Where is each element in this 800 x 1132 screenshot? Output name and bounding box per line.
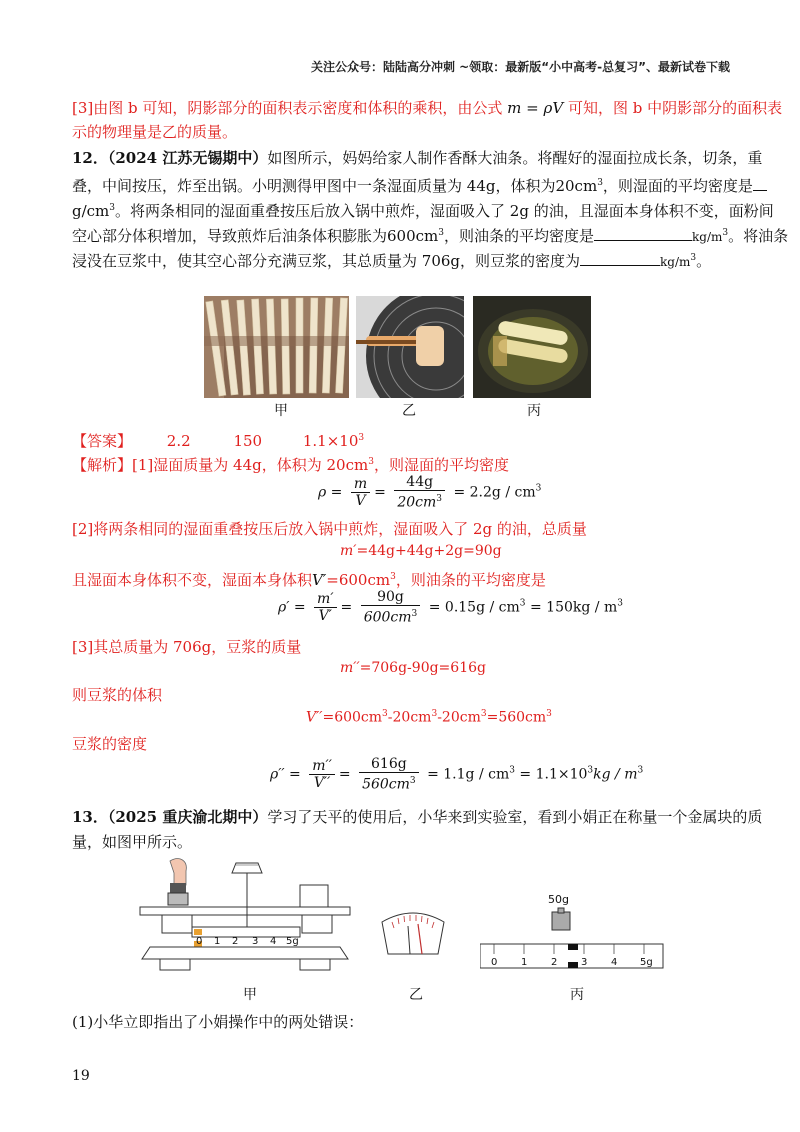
ruler-tick-1: 1 [521, 957, 528, 968]
ruler-tick-2: 2 [551, 957, 558, 968]
q12-text-2b: ，则湿面的平均密度是 [602, 177, 753, 195]
caption-yi: 乙 [402, 403, 416, 419]
q12-unit-2: kg/m [692, 230, 723, 244]
scale-tick-3: 3 [252, 936, 259, 947]
q13-source: （2025 重庆渝北期中） [107, 808, 268, 826]
eq2-rhs: =44g+44g+2g=90g [356, 543, 502, 559]
q12-text-2a: 叠，中间按压，炸至出锅。小明测得甲图中一条湿面质量为 44g，体积为 [72, 177, 556, 195]
q13-line-1 [72, 806, 762, 828]
analysis-step-1: [1]湿面质量为 44g，体积为 20cm [132, 456, 369, 474]
eq5-d: =560cm [486, 709, 547, 726]
q12-number: 12． [72, 149, 108, 167]
pointer-dial [378, 908, 448, 962]
eq5-a: =600cm [322, 709, 383, 726]
analysis-step-3v: V′ [312, 571, 327, 589]
answer-blank-2[interactable] [594, 226, 692, 241]
eq3-rhs2: = 150kg / m [529, 599, 618, 616]
weight-label: 50g [548, 893, 569, 906]
analysis-line-5: 则豆浆的体积 [72, 686, 163, 704]
q12-text-3: 。将两条相同的湿面重叠按压后放入锅中煎炸，湿面吸入了 2g 的油，且湿面本身体积不变，面粉间 [115, 202, 774, 220]
q13-text-1: 学习了天平的使用后，小华来到实验室，看到小娟正在称量一个金属块的质 [267, 808, 763, 826]
answer-blank-1[interactable] [753, 176, 767, 191]
q12-text-4c: 。将油条 [728, 227, 789, 245]
analysis-step-3c: ，则油条的平均密度是 [395, 571, 546, 589]
analysis-line-6: 豆浆的密度 [72, 735, 148, 753]
answer-value-1: 2.2 [166, 432, 191, 450]
analysis-label: 【解析】 [72, 456, 133, 474]
equation-2 [340, 543, 502, 559]
eq2-lhs: m′ [340, 543, 357, 559]
equation-6: ρ′′ = $\frac{m''}{V''}$ = $\frac{616g}{560cm^3}$ = $1.1g / cm^3 = 1.1\times 10^3kg / m^3$ [270, 756, 644, 793]
q13-number: 13． [72, 808, 108, 826]
analysis-line-2: [2]将两条相同的湿面重叠按压后放入锅中煎炸，湿面吸入了 2g 的油，总质量 [72, 520, 587, 538]
answer-line: 【答案】 2.2 150 $1.1\times 10^3$ [72, 432, 365, 450]
q13-line-2: 量，如图甲所示。 [72, 833, 193, 851]
eq3-num2: 90g [361, 589, 421, 606]
eq6-rhs3: kg / m [593, 766, 638, 783]
scale-tick-0: 0 [196, 936, 203, 947]
eq3-den2: 600cm [363, 609, 412, 626]
answer-blank-3[interactable] [580, 251, 660, 266]
q12-vol-2: 600cm [387, 227, 439, 245]
eq1-den2: 20cm [397, 494, 437, 511]
eq6-num1: m′′ [309, 758, 335, 775]
page-header: 关注公众号：陆陆高分冲刺 ~领取：最新版“小中高考-总复习”、最新试卷下载 [311, 60, 730, 74]
eq3-lhs: ρ′ = [278, 599, 306, 616]
q12-line-2: 叠，中间按压，炸至出锅。小明测得甲图中一条湿面质量为 44g，体积为$20cm^3$，则湿面的平均密度是 [72, 172, 767, 197]
eq6-rhs: = 1.1g / cm [427, 766, 510, 783]
prev-text-b: 可知，图 b 中阴影部分的面积表 [567, 99, 783, 117]
eq4-rhs: =706g-90g=616g [359, 660, 486, 676]
q13-caption-bing: 丙 [570, 987, 584, 1003]
analysis-line-4: [3]其总质量为 706g，豆浆的质量 [72, 638, 302, 656]
equation-1: ρ = $\frac{m}{V}$ = $\frac{44g}{20cm^3}$ = $2.2g / cm^3$ [318, 474, 542, 511]
equation-5: $V''=600cm^3-20cm^3-20cm^3=560cm^3$ [306, 709, 552, 726]
equation-4 [340, 660, 486, 676]
q12-text-4b: ，则油条的平均密度是 [444, 227, 595, 245]
ruler-tick-3: 3 [581, 957, 588, 968]
eq1-num1: m [351, 476, 370, 493]
balance-figure [130, 855, 360, 984]
scale-tick-4: 4 [270, 936, 277, 947]
eq1-rhs: = 2.2g / cm [453, 484, 536, 501]
photo-dough-pressing [356, 296, 464, 398]
caption-jia: 甲 [274, 403, 288, 419]
eq6-den1: V′′ [313, 774, 331, 791]
ruler-figure [480, 906, 665, 978]
analysis-line-1: 【解析】[1]湿面质量为 44g，体积为 $20cm^3$，则湿面的平均密度 [72, 456, 509, 474]
q12-text-5a: 浸没在豆浆中，使其空心部分充满豆浆，其总质量为 706g，则豆浆的密度为 [72, 252, 581, 270]
answer-value-2: 150 [233, 432, 263, 450]
scale-tick-2: 2 [232, 936, 239, 947]
analysis-line-3: 且湿面本身体积不变，湿面本身体积$V'=600cm^3$，则油条的平均密度是 [72, 571, 546, 589]
analysis-step-1b: ，则湿面的平均密度 [373, 456, 509, 474]
q12-text-5c: 。 [696, 252, 712, 270]
q12-source: （2024 江苏无锡期中） [107, 149, 268, 167]
eq4-lhs: m′′ [340, 660, 360, 676]
q12-unit-1: g/cm [72, 202, 110, 220]
q12-unit-3: kg/m [660, 255, 691, 269]
eq5-lhs: V′′ [306, 709, 323, 726]
page-number: 19 [72, 1068, 90, 1084]
photo-fried-dough [473, 296, 591, 398]
answer-label: 【答案】 [72, 432, 133, 450]
q12-line-1 [72, 147, 762, 169]
prev-formula: m = ρV [507, 99, 564, 117]
answer-value-3: 1.1×10 [302, 432, 359, 450]
q12-text-4a: 空心部分体积增加，导致煎炸后油条体积膨胀为 [72, 227, 388, 245]
q12-line-5: 浸没在豆浆中，使其空心部分充满豆浆，其总质量为 706g，则豆浆的密度为 $kg/m^3$。 [72, 252, 712, 270]
q12-line-3: $g/cm^3$。将两条相同的湿面重叠按压后放入锅中煎炸，湿面吸入了 2g 的油，且湿面本身体积不变，面粉间 [72, 202, 774, 220]
eq6-num2: 616g [359, 756, 419, 773]
analysis-step-3b: =600cm [326, 571, 391, 589]
equation-3: ρ′ = $\frac{m'}{V'}$ = $\frac{90g}{600cm^3}$ = $0.15g / cm^3 = 150kg / m^3$ [278, 589, 623, 626]
prev-text-a: [3]由图 b 可知，阴影部分的面积表示密度和体积的乘积，由公式 [72, 99, 503, 117]
eq6-rhs2: = 1.1×10 [519, 766, 588, 783]
eq5-c: -20cm [437, 709, 481, 726]
eq3-num1: m′ [314, 591, 336, 608]
q13-caption-yi: 乙 [409, 987, 423, 1003]
q13-subquestion-1: (1)小华立即指出了小娟操作中的两处错误： [72, 1013, 364, 1031]
eq3-rhs: = 0.15g / cm [428, 599, 520, 616]
eq1-den1: V [355, 492, 366, 509]
scale-tick-5: 5g [286, 936, 299, 947]
eq3-den1: V′ [318, 607, 332, 624]
eq1-num2: 44g [394, 474, 445, 491]
q12-text-1: 如图所示，妈妈给家人制作香酥大油条。将醒好的湿面拉成长条，切条，重 [267, 149, 763, 167]
analysis-step-3a: 且湿面本身体积不变，湿面本身体积 [72, 571, 313, 589]
scale-tick-1: 1 [214, 936, 221, 947]
prev-line-2: 示的物理量是乙的质量。 [72, 123, 238, 141]
eq6-den2: 560cm [362, 776, 410, 793]
prev-line-1 [72, 97, 782, 119]
ruler-tick-4: 4 [611, 957, 618, 968]
eq6-lhs: ρ′′ = [270, 766, 301, 783]
ruler-tick-0: 0 [491, 957, 498, 968]
ruler-tick-5: 5g [640, 957, 653, 968]
q12-vol: 20cm [555, 177, 598, 195]
q13-caption-jia: 甲 [243, 987, 257, 1003]
photo-dough-strips [204, 296, 349, 398]
eq5-b: -20cm [387, 709, 432, 726]
eq1-lhs: ρ = [318, 484, 343, 501]
q12-line-4: 空心部分体积增加，导致煎炸后油条体积膨胀为$600cm^3$，则油条的平均密度是 $kg/m^3$。将油条 [72, 227, 789, 245]
caption-bing: 丙 [527, 403, 541, 419]
